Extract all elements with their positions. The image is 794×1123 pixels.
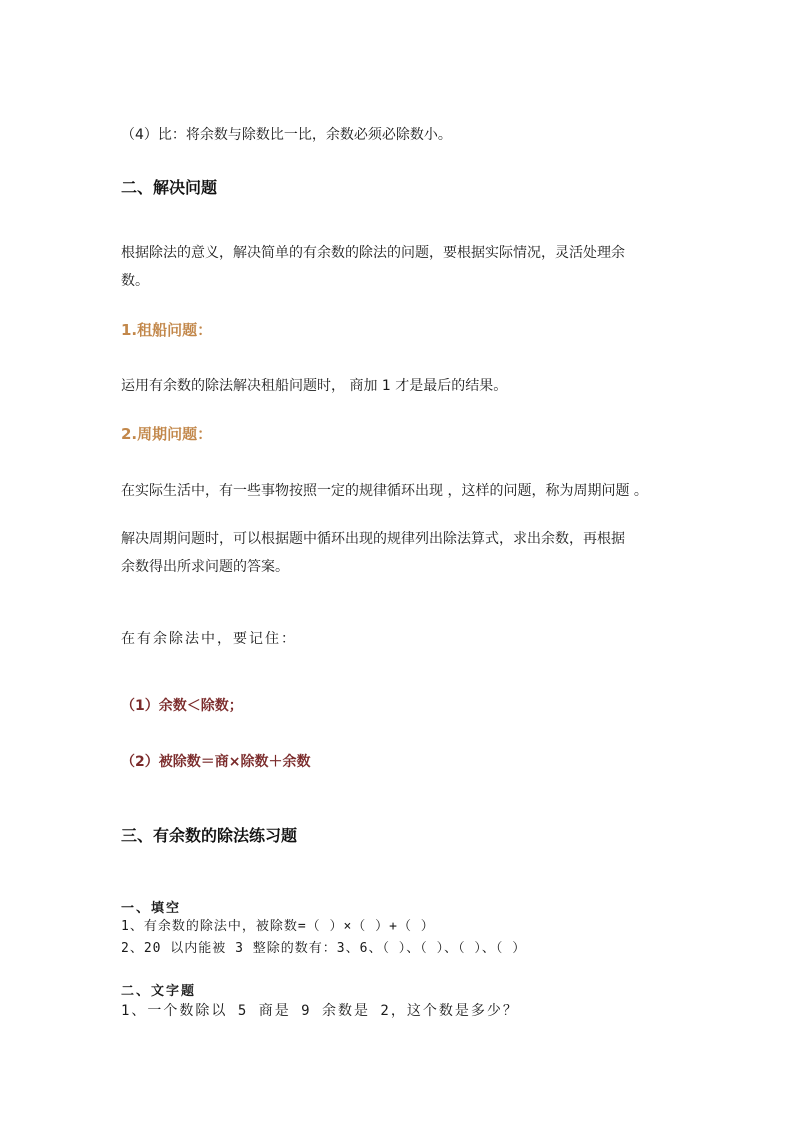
period-method-line-2: 余数得出所求问题的答案。 — [121, 559, 289, 575]
rule-2: （2）被除数＝商×除数＋余数 — [121, 754, 311, 770]
period-problem-text: 在实际生活中，有一些事物按照一定的规律循环出现 ，这样的问题，称为周期问题 。 — [121, 483, 648, 499]
fill-in-question-2: 2、20 以内能被 3 整除的数有：3、6、（ ）、（ ）、（ ）、（ ） — [121, 941, 527, 956]
section-2-intro-line-1: 根据除法的意义，解决简单的有余数的除法的问题，要根据实际情况，灵活处理余 — [121, 245, 625, 261]
section-3-title: 三、有余数的除法练习题 — [121, 826, 298, 845]
fill-in-question-1: 1、有余数的除法中，被除数=（ ）×（ ）+（ ） — [121, 919, 435, 934]
remember-line: 在有余除法中，要记住： — [121, 631, 297, 647]
fill-in-title: 一、填空 — [121, 901, 182, 916]
word-problem-question-1: 1、一个数除以 5 商是 9 余数是 2，这个数是多少？ — [121, 1003, 519, 1019]
compare-step-line: （4）比：将余数与除数比一比，余数必须必除数小。 — [121, 127, 452, 143]
boat-rental-text: 运用有余数的除法解决租船问题时， 商加 1 才是最后的结果。 — [121, 378, 508, 394]
boat-rental-title: 1.租船问题： — [121, 321, 213, 339]
word-problem-title: 二、文字题 — [121, 984, 197, 999]
section-2-title: 二、解决问题 — [121, 178, 218, 197]
period-method-line-1: 解决周期问题时，可以根据题中循环出现的规律列出除法算式，求出余数，再根据 — [121, 531, 625, 547]
rule-1: （1）余数＜除数； — [121, 698, 243, 714]
section-2-intro-line-2: 数。 — [121, 273, 149, 289]
period-problem-title: 2.周期问题： — [121, 425, 213, 443]
